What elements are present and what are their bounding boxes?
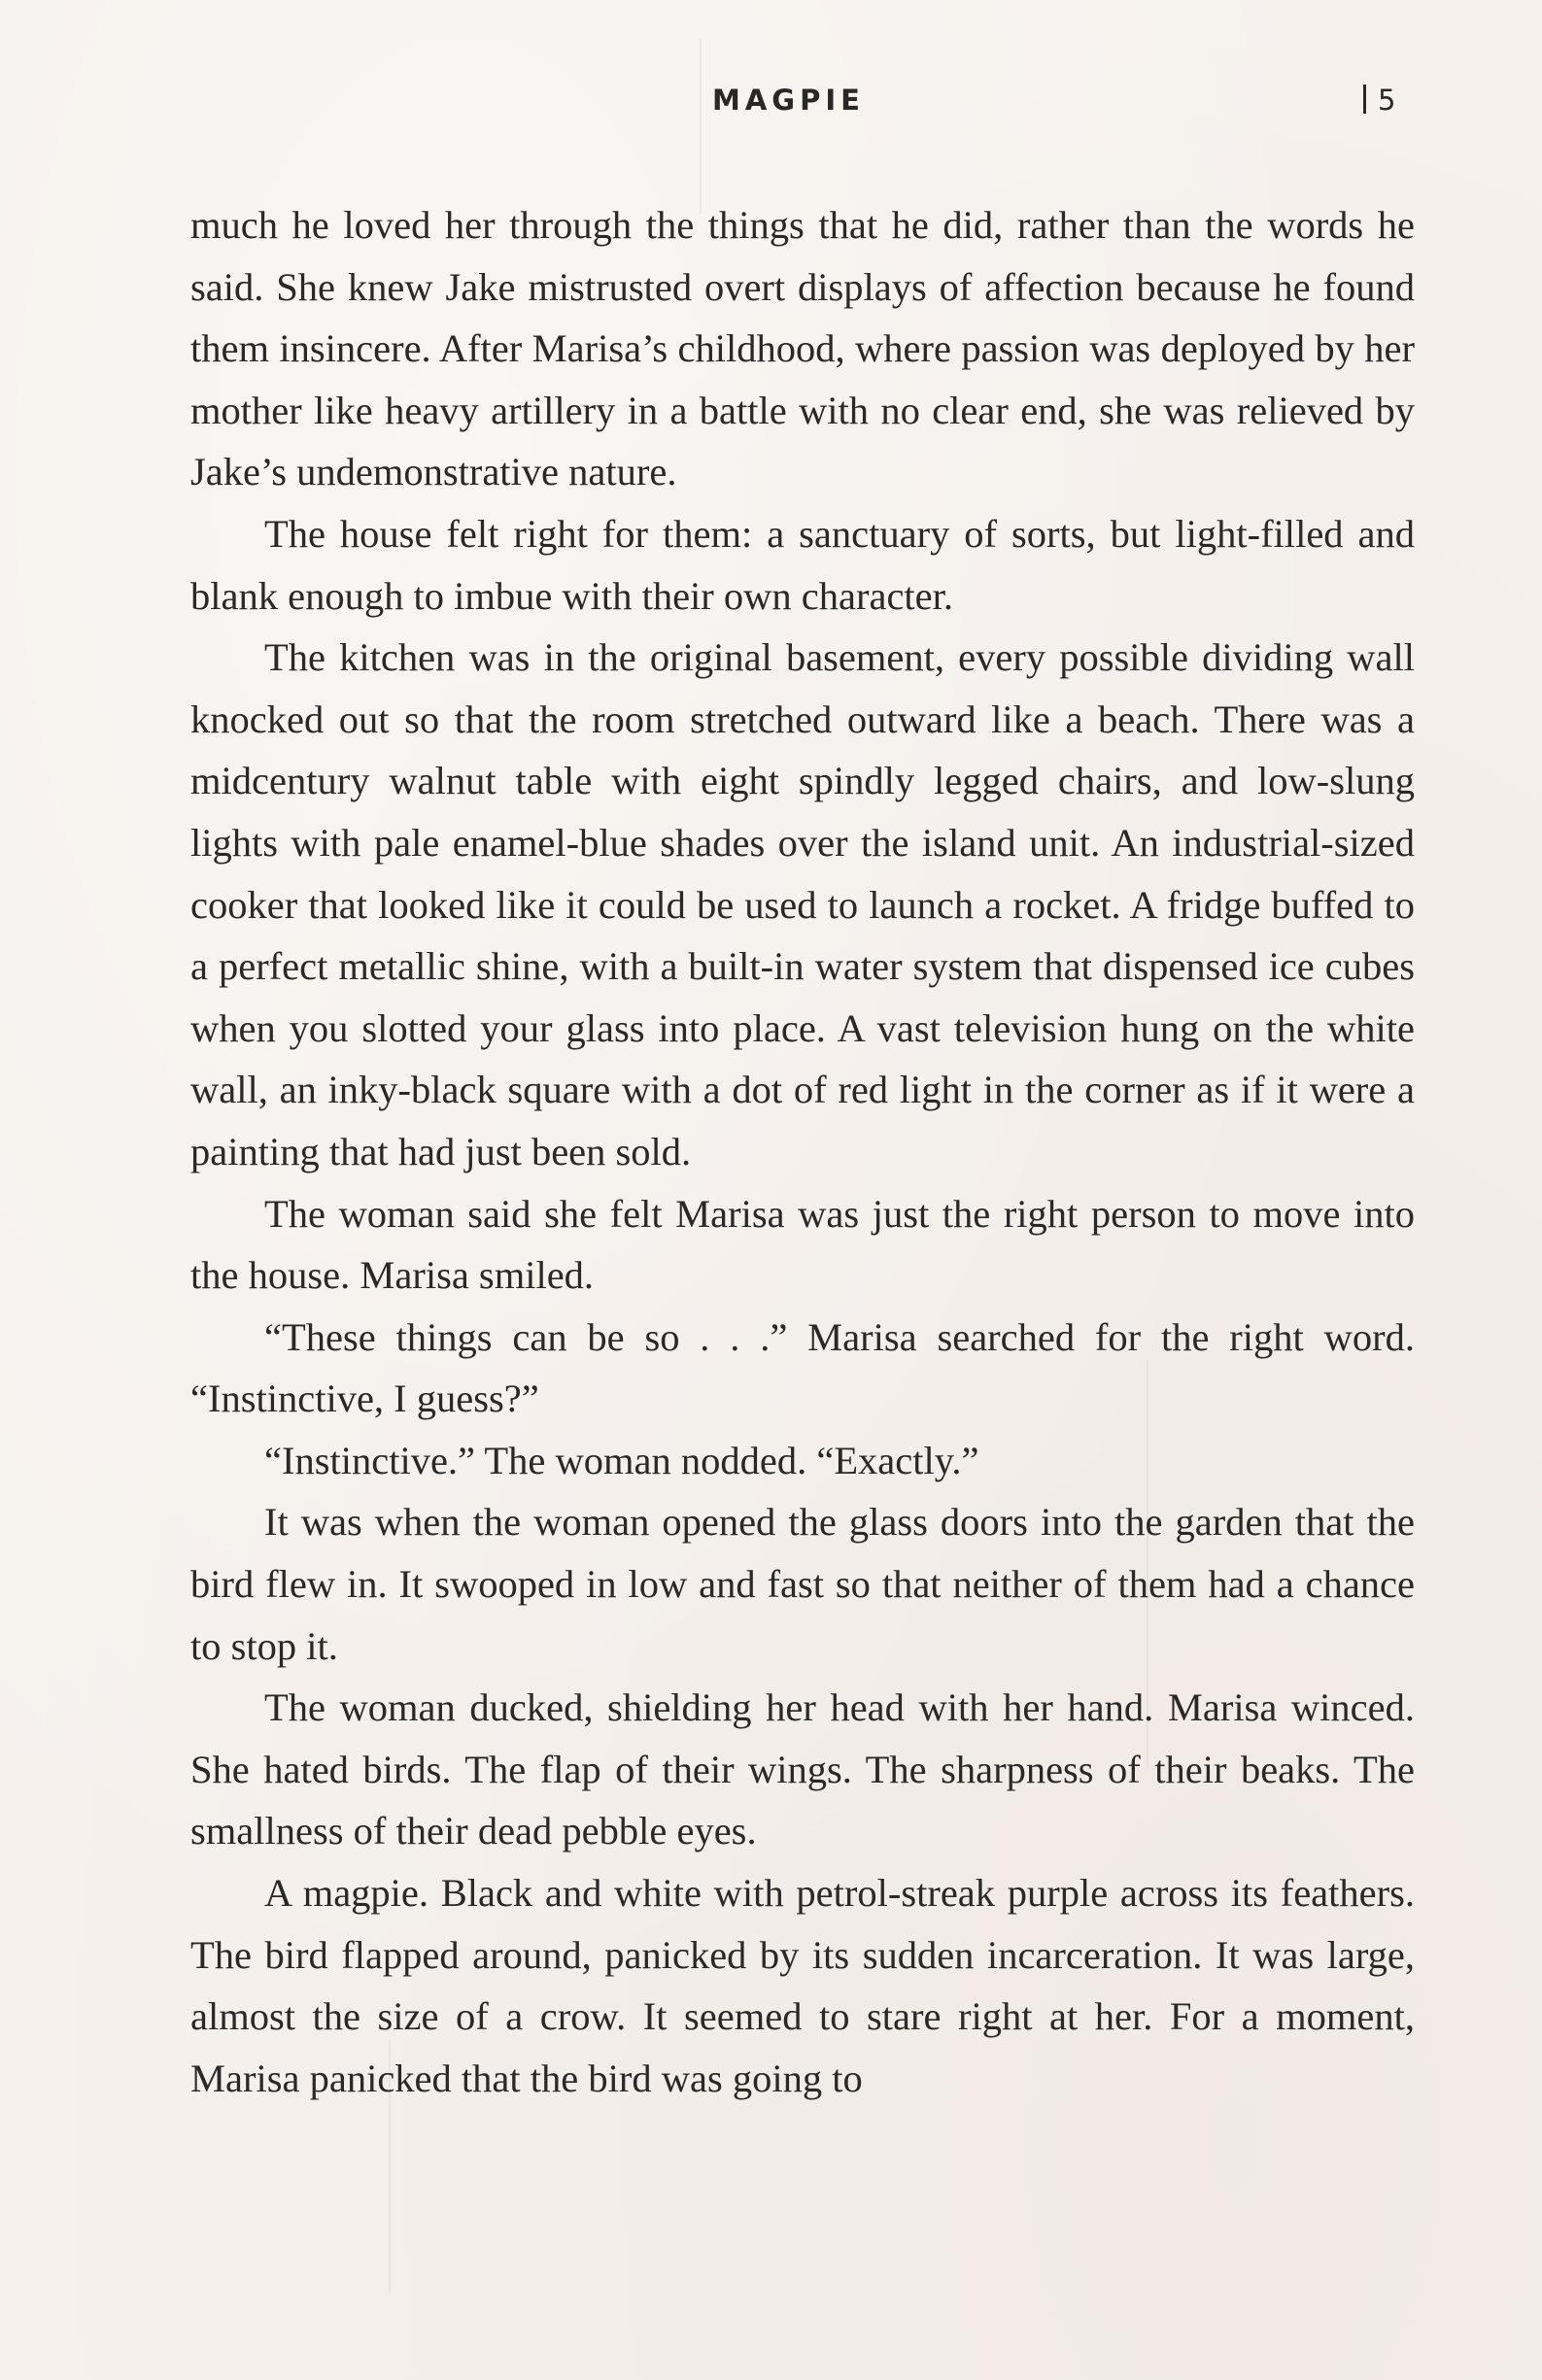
- paragraph: It was when the woman opened the glass doors into the garden that the bird flew in. It swooped in low and fast so that neither of them had a chance to stop it.: [190, 1500, 1415, 1668]
- paragraph: “Instinctive.” The woman nodded. “Exactly.”: [264, 1438, 979, 1482]
- show-through-mark: [700, 39, 702, 214]
- paragraph: The kitchen was in the original basement, every possible dividing wall knocked out so that the room stretched outward like a beach. There was a midcentury walnut table with eight spindly legged chairs, and low-slung lights with pale enamel-blue shades over the island unit. An industrial-sized cooker that looked like it could be used to launch a rocket. A fridge buffed to a perfect metallic shine, with a built-in water system that dispensed ice cubes when you slotted your glass into place. A vast television hung on the white wall, an inky-black square with a dot of red light in the corner as if it were a painting that had just been sold.: [190, 635, 1415, 1173]
- page-number: 5: [1378, 84, 1396, 117]
- folio: [1363, 84, 1395, 117]
- paragraph: The woman said she felt Marisa was just the right person to move into the house. Marisa smiled.: [190, 1191, 1415, 1298]
- paragraph-continued: much he loved her through the things that he did, rather than the words he said. She knew Jake mistrusted overt displays of affection because he found them insincere. After Marisa’s childhood, where passion was deployed by her mother like heavy artillery in a battle with no clear end, she was relieved by Jake’s undemonstrative nature.: [190, 203, 1415, 494]
- running-title: MAGPIE: [712, 84, 865, 117]
- body-text: [190, 194, 1415, 2109]
- paragraph: A magpie. Black and white with petrol-streak purple across its feathers. The bird flapped around, panicked by its sudden incarceration. It was large, almost the size of a crow. It seemed to stare right at her. For a moment, Marisa panicked that the bird was going to: [190, 1871, 1415, 2100]
- paragraph: The house felt right for them: a sanctuary of sorts, but light-filled and blank enough to imbue with their own character.: [190, 511, 1415, 618]
- paragraph: The woman ducked, shielding her head with her hand. Marisa winced. She hated birds. The flap of their wings. The sharpness of their beaks. The smallness of their dead pebble eyes.: [190, 1685, 1415, 1853]
- folio-rule: [1363, 85, 1366, 114]
- paragraph: “These things can be so . . .” Marisa searched for the right word. “Instinctive, I guess?”: [190, 1314, 1415, 1421]
- running-head: [0, 84, 1542, 122]
